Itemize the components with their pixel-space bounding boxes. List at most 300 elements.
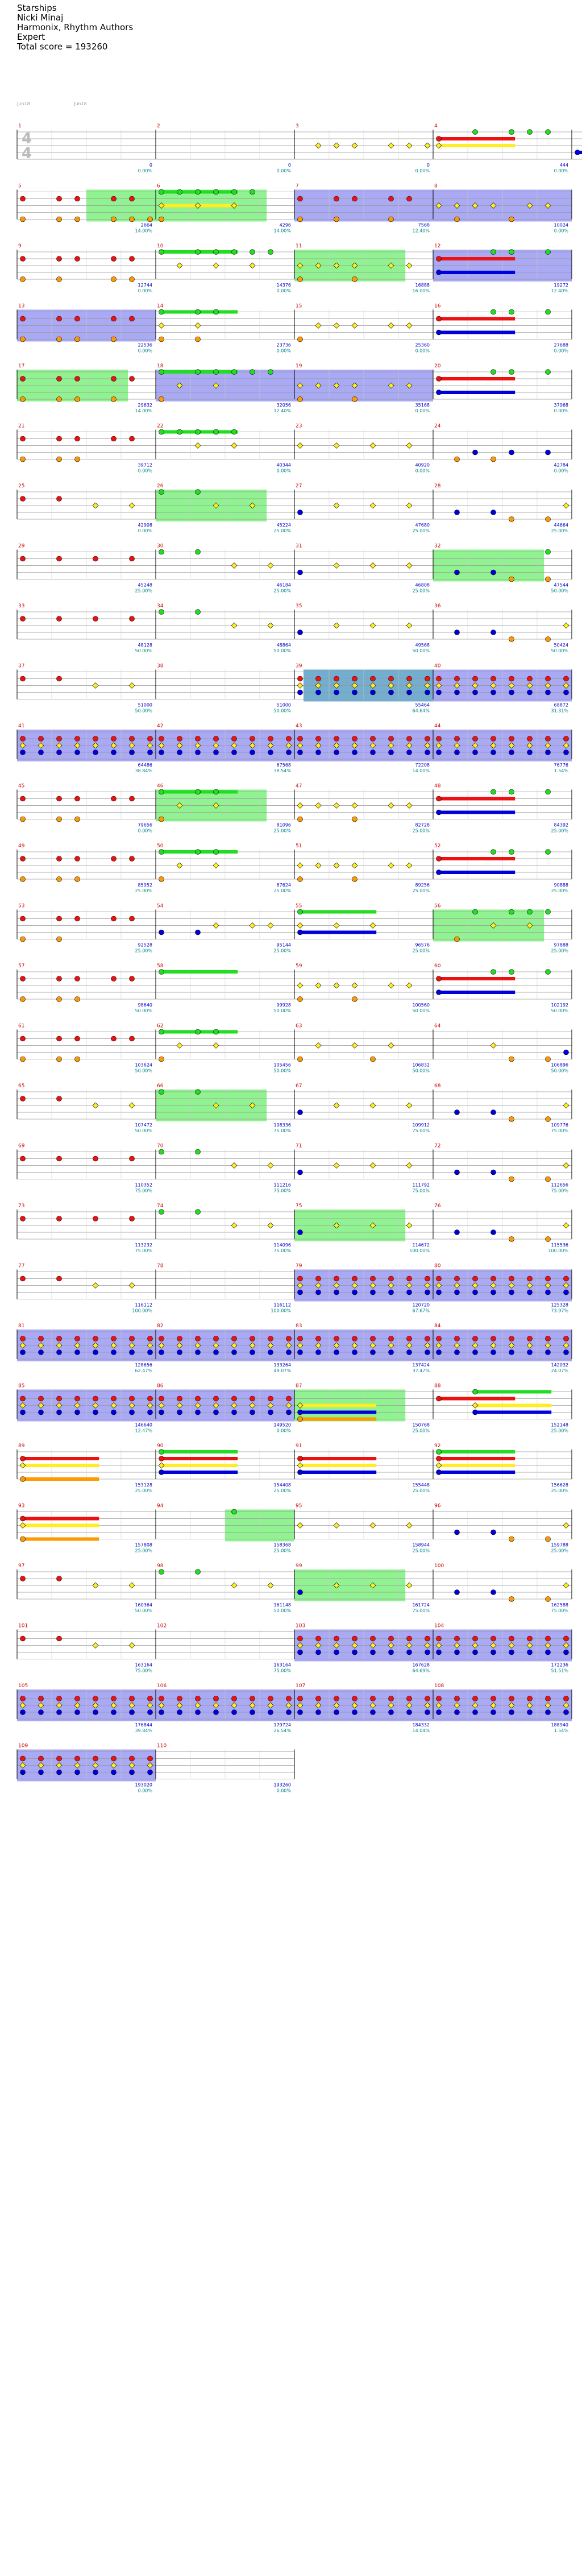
sustain-bar [439,991,515,994]
measure-number: 6 [157,183,160,189]
note-gem [371,1696,376,1701]
note-gem [214,250,219,255]
note-gem [130,376,135,382]
note-gem [527,1636,533,1641]
note-gem [334,1336,339,1341]
note-gem [473,676,478,681]
measure-multiplier: 0.00% [554,168,568,173]
note-gem [407,196,412,201]
note-gem [20,796,26,801]
note-gem [509,517,514,522]
note-gem [389,196,394,201]
note-gem [297,863,303,868]
note-gem [159,1449,164,1455]
note-gem [286,1336,292,1341]
note-gem [20,1710,26,1715]
measure-number: 16 [434,303,441,309]
note-gem [57,556,62,561]
note-gem [196,1396,201,1401]
note-gem [177,1696,182,1701]
note-gem [334,1276,339,1281]
note-gem [148,750,153,755]
measure-score: 105456 [273,1062,291,1068]
note-gem [491,1636,496,1641]
measure-number: 51 [296,843,302,849]
note-gem [148,1756,153,1761]
measure-multiplier: 16.00% [412,288,430,293]
note-gem [196,309,201,314]
note-gem [352,1350,357,1355]
note-gem [371,1336,376,1341]
measure-number: 90 [157,1443,164,1449]
note-gem [389,736,394,742]
measure-score: 50424 [554,643,568,648]
note-gem [159,1396,164,1401]
sustain-bar [23,1457,99,1460]
note-gem [57,1276,62,1281]
measure-multiplier: 50.00% [135,1128,152,1133]
measure-multiplier: 75.00% [273,1188,291,1194]
measure-number: 9 [18,243,22,249]
note-gem [20,997,26,1002]
note-gem [250,1696,255,1701]
measure-multiplier: 25.00% [273,1488,291,1493]
note-gem [93,750,98,755]
note-gem [334,1103,339,1108]
measure-number: 94 [157,1503,164,1509]
note-gem [196,1149,201,1154]
note-gem [455,510,460,515]
note-gem [20,1696,26,1701]
note-gem [491,1530,496,1535]
note-gem [491,789,496,794]
note-gem [57,1156,62,1161]
note-gem [159,1029,164,1034]
note-gem [407,1276,412,1281]
sustain-bar [23,1477,99,1481]
note-gem [371,676,376,681]
note-gem [389,676,394,681]
note-gem [93,1396,98,1401]
measure-multiplier: 0.00% [138,288,152,293]
note-gem [509,217,514,222]
note-gem [111,1350,117,1355]
measure-number: 95 [296,1503,302,1509]
note-gem [509,1636,514,1641]
measure-multiplier: 49.07% [273,1368,291,1373]
note-gem [563,623,569,628]
measure-number: 2 [157,123,160,129]
measure-score: 142032 [551,1362,568,1368]
note-gem [406,803,412,809]
note-gem [93,683,98,689]
note-gem [455,1696,460,1701]
measure-multiplier: 25.00% [135,588,152,594]
note-gem [213,263,219,268]
note-gem [196,750,201,755]
note-gem [298,877,303,882]
note-gem [298,690,303,695]
measure-score: 176844 [135,1722,152,1728]
measure-score: 7568 [418,222,430,228]
measure-multiplier: 50.00% [551,588,568,594]
note-gem [159,549,164,554]
note-gem [20,1057,26,1062]
note-gem [334,323,339,329]
note-gem [316,1650,321,1655]
note-gem [57,1036,62,1041]
note-gem [93,616,98,622]
measure-multiplier: 50.00% [135,1068,152,1074]
note-gem [130,1756,135,1761]
note-gem [111,1410,117,1415]
legend-item: Jun18 [74,101,87,106]
measure-score: 156628 [551,1482,568,1488]
note-gem [298,909,303,914]
measure-multiplier: 0.00% [276,348,291,354]
measure-multiplier: 0.00% [138,1788,152,1794]
note-gem [316,1350,321,1355]
measure-score: 89256 [415,883,430,888]
note-gem [455,750,460,755]
note-gem [509,736,514,742]
note-gem [509,1336,514,1341]
note-gem [93,736,98,742]
note-gem [298,1350,303,1355]
note-gem [491,250,496,255]
note-gem [491,1230,496,1235]
measure-multiplier: 50.00% [135,1008,152,1013]
measure-number: 91 [296,1443,302,1449]
note-gem [148,1396,153,1401]
measure-number: 5 [18,183,22,189]
note-gem [436,143,442,148]
note-gem [316,690,321,695]
note-gem [527,750,533,755]
note-gem [388,983,394,988]
measure-multiplier: 50.00% [273,708,291,714]
note-gem [57,217,62,222]
note-gem [159,1470,164,1475]
measure-number: 25 [18,483,25,489]
measure-multiplier: 0.00% [554,468,568,474]
measure-number: 14 [157,303,164,309]
note-gem [388,143,394,148]
note-gem [75,457,80,462]
note-gem [20,376,26,382]
note-gem [20,1463,26,1468]
note-gem [334,1523,339,1529]
note-gem [159,1336,164,1341]
note-gem [564,1290,569,1295]
note-gem [371,1350,376,1355]
note-gem [159,736,164,742]
note-gem [177,1396,182,1401]
measure-score: 49568 [415,643,430,648]
note-gem [352,690,357,695]
note-gem [268,736,273,742]
measure-multiplier: 25.00% [551,528,568,533]
note-gem [177,1410,182,1415]
measure-number: 60 [434,963,441,969]
sustain-bar [439,857,515,860]
note-gem [388,323,394,329]
note-gem [75,397,80,402]
note-gem [546,1276,551,1281]
measure-multiplier: 25.00% [412,888,430,893]
note-gem [129,1643,135,1649]
note-gem [159,429,164,434]
note-gem [316,750,321,755]
measure-multiplier: 75.00% [273,1248,291,1253]
measure-number: 48 [434,783,441,789]
note-gem [20,316,26,321]
measure-score: 116112 [135,1302,152,1308]
note-gem [436,796,442,801]
note-gem [298,196,303,201]
measure-score: 2664 [140,222,152,228]
note-gem [159,877,164,882]
measure-number: 74 [157,1203,164,1209]
note-gem [370,1523,376,1529]
measure-multiplier: 25.00% [551,888,568,893]
measure-score: 0 [149,163,152,168]
note-gem [491,570,496,575]
note-gem [425,143,430,148]
note-gem [352,997,357,1002]
measure-number: 8 [434,183,438,189]
measure-score: 128656 [135,1362,152,1368]
note-gem [472,1403,478,1409]
note-gem [490,1043,496,1049]
measure-multiplier: 25.00% [273,1548,291,1554]
legend-item: Jun18 [17,101,30,106]
note-gem [546,1237,551,1242]
note-gem [334,443,339,449]
note-gem [406,623,412,628]
note-gem [159,1350,164,1355]
measure-multiplier: 50.00% [135,1608,152,1613]
note-gem [177,189,182,194]
note-gem [509,750,514,755]
note-gem [39,1756,44,1761]
note-gem [491,457,496,462]
measure-score: 155448 [412,1482,430,1488]
measure-number: 67 [296,1083,302,1089]
measure-number: 106 [157,1683,167,1689]
note-gem [509,1350,514,1355]
note-gem [370,1163,376,1169]
note-gem [352,803,357,809]
note-gem [473,909,478,914]
note-gem [297,683,303,689]
measure-multiplier: 25.00% [551,948,568,954]
note-gem [473,1696,478,1701]
note-gem [436,1290,442,1295]
measure-score: 45248 [138,582,152,588]
note-gem [352,863,357,868]
note-gem [268,1583,273,1588]
note-gem [20,1396,26,1401]
note-gem [563,1583,569,1588]
note-gem [20,556,26,561]
measure-multiplier: 50.00% [135,648,152,653]
note-gem [93,1103,98,1108]
note-gem [334,1290,339,1295]
note-gem [575,150,580,155]
note-gem [214,189,219,194]
measure-multiplier: 25.00% [412,1548,430,1554]
measure-multiplier: 100.00% [548,1248,568,1253]
note-gem [286,1350,292,1355]
note-gem [455,630,460,635]
note-gem [564,1696,569,1701]
note-gem [352,397,357,402]
measure-multiplier: 39.84% [135,1728,152,1733]
note-gem [334,863,339,868]
note-gem [57,1096,62,1101]
measure-score: 116112 [273,1302,291,1308]
measure-multiplier: 75.00% [412,1188,430,1194]
note-gem [159,397,164,402]
note-gem [546,1710,551,1715]
measure-score: 111792 [412,1182,430,1188]
measure-multiplier: 75.00% [273,1128,291,1133]
note-gem [39,736,44,742]
note-gem [371,1276,376,1281]
note-gem [93,1583,98,1588]
note-gem [455,1276,460,1281]
note-gem [406,1103,412,1108]
measure-number: 98 [157,1563,164,1569]
note-gem [546,637,551,642]
note-gem [286,1696,292,1701]
measure-score: 161148 [273,1602,291,1608]
measure-number: 102 [157,1623,167,1629]
note-gem [20,256,26,262]
note-gem [111,1396,117,1401]
measure-multiplier: 64.69% [412,1668,430,1674]
note-gem [159,789,164,794]
note-gem [546,250,551,255]
note-gem [39,1396,44,1401]
note-gem [148,1410,153,1415]
note-gem [491,1276,496,1281]
note-gem [130,976,135,981]
measure-number: 23 [296,423,302,429]
note-gem [111,1770,117,1775]
note-gem [407,736,412,742]
measure-score: 157808 [135,1542,152,1548]
note-gem [298,997,303,1002]
note-gem [214,750,219,755]
measure-number: 49 [18,843,25,849]
measure-score: 167628 [412,1662,430,1668]
note-gem [334,750,339,755]
note-gem [436,1636,442,1641]
note-gem [39,1696,44,1701]
note-gem [20,916,26,921]
note-gem [527,909,533,914]
measure-multiplier: 25.00% [551,1548,568,1554]
measure-number: 20 [434,363,441,369]
sustain-bar [439,137,515,140]
note-gem [93,1696,98,1701]
note-gem [196,490,201,495]
measure-score: 146640 [135,1422,152,1428]
note-gem [473,1336,478,1341]
note-gem [298,817,303,822]
note-gem [57,337,62,342]
sustain-bar [439,377,515,380]
measure-number: 82 [157,1323,164,1329]
note-gem [231,1223,237,1228]
note-gem [546,577,551,582]
note-gem [298,930,303,935]
measure-multiplier: 24.07% [551,1368,568,1373]
measure-multiplier: 75.00% [412,1128,430,1133]
note-gem [473,1389,478,1394]
note-gem [406,563,412,569]
note-gem [148,217,153,222]
note-gem [111,796,117,801]
note-gem [57,1756,62,1761]
note-gem [546,130,551,135]
sustain-bar [439,1457,515,1460]
measure-number: 57 [18,963,25,969]
measure-number: 92 [434,1443,441,1449]
measure-multiplier: 0.00% [276,1428,291,1434]
measure-score: 42784 [554,462,568,468]
note-gem [196,930,201,935]
note-gem [509,250,514,255]
note-gem [57,376,62,382]
note-gem [509,909,514,914]
note-gem [473,1650,478,1655]
measure-multiplier: 25.00% [412,1428,430,1434]
note-gem [316,1696,321,1701]
note-gem [546,1177,551,1182]
sustain-bar [475,1390,551,1394]
note-gem [546,1057,551,1062]
measure-score: 103624 [135,1062,152,1068]
note-gem [57,1336,62,1341]
note-gem [232,750,237,755]
note-gem [75,1057,80,1062]
measure-score: 48864 [276,643,291,648]
measure-score: 113232 [135,1243,152,1248]
measure-number: 40 [434,663,441,669]
note-gem [527,1696,533,1701]
note-gem [57,1576,62,1581]
note-gem [334,983,339,988]
measure-number: 10 [157,243,164,249]
note-gem [564,1276,569,1281]
note-gem [148,1710,153,1715]
song-charter: Harmonix, Rhythm Authors [17,22,134,32]
note-gem [75,997,80,1002]
note-gem [159,1149,164,1154]
measure-multiplier: 1.54% [554,1728,568,1733]
note-gem [268,750,273,755]
measure-multiplier: 25.00% [551,1488,568,1493]
note-gem [334,217,339,222]
note-gem [473,1710,478,1715]
note-gem [491,1650,496,1655]
note-gem [195,443,201,449]
note-gem [20,1523,26,1529]
note-gem [129,1103,135,1108]
